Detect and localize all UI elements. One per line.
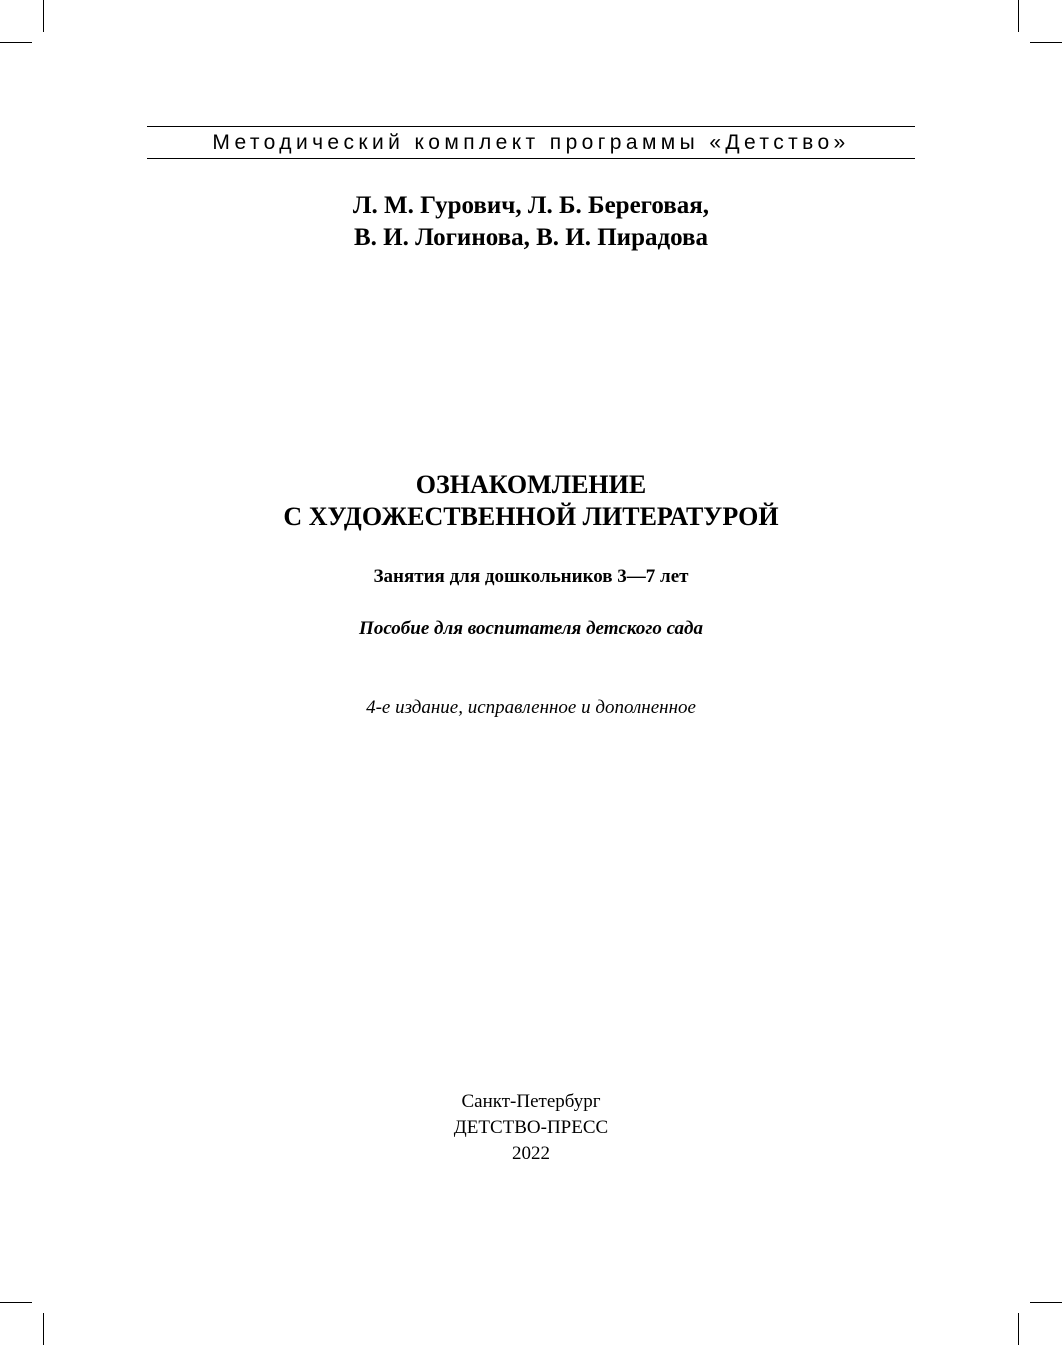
crop-mark-top-right-vertical	[1018, 0, 1019, 32]
crop-mark-bottom-left-vertical	[43, 1313, 44, 1345]
crop-mark-bottom-right-horizontal	[1030, 1302, 1062, 1303]
book-purpose: Пособие для воспитателя детского сада	[359, 618, 703, 639]
authors-block	[0, 190, 1062, 254]
crop-mark-bottom-right-vertical	[1018, 1313, 1019, 1345]
authors-line-1: Л. М. Гурович, Л. Б. Береговая,	[352, 192, 710, 219]
edition-note: 4-е издание, исправленное и дополненное	[366, 697, 696, 718]
authors-line-2: В. И. Логинова, В. И. Пирадова	[353, 224, 709, 251]
imprint-block	[0, 1089, 1062, 1167]
imprint-publisher: ДЕТСТВО-ПРЕСС	[453, 1117, 609, 1138]
imprint-city: Санкт-Петербург	[461, 1091, 601, 1112]
imprint-year: 2022	[512, 1143, 550, 1164]
book-title-line-1: ОЗНАКОМЛЕНИЕ	[415, 470, 647, 499]
crop-mark-top-left-horizontal	[0, 42, 32, 43]
crop-mark-top-right-horizontal	[1030, 42, 1062, 43]
book-subtitle: Занятия для дошкольников 3—7 лет	[373, 566, 689, 587]
book-title	[0, 469, 1062, 533]
crop-mark-bottom-left-horizontal	[0, 1302, 32, 1303]
series-title: Методический комплект программы «Детство»	[212, 130, 850, 154]
book-title-line-2: С ХУДОЖЕСТВЕННОЙ ЛИТЕРАТУРОЙ	[283, 502, 779, 531]
series-header	[147, 126, 915, 159]
crop-mark-top-left-vertical	[43, 0, 44, 32]
